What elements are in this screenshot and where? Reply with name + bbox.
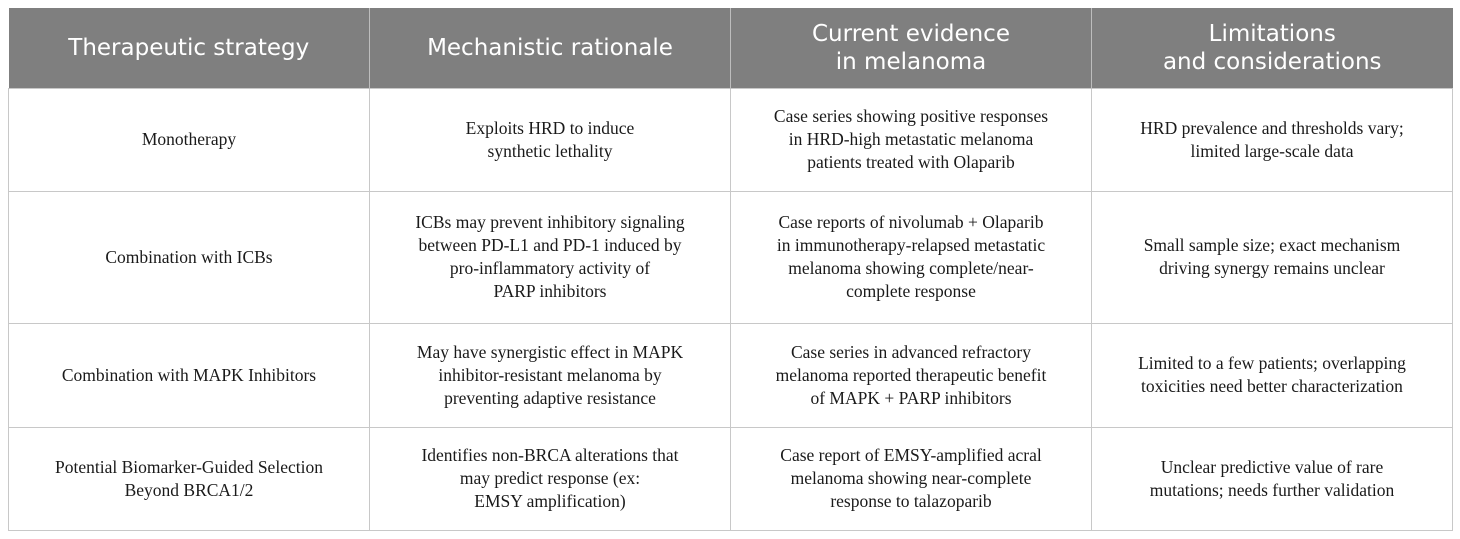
header-line: in melanoma [835, 48, 987, 75]
cell-line: complete response [846, 281, 976, 301]
cell-line: Small sample size; exact mechanism [1143, 235, 1401, 255]
cell-line: pro-inflammatory activity of [449, 258, 651, 278]
cell-strategy [9, 88, 370, 191]
table-row [9, 323, 1453, 427]
cell-rationale [370, 88, 731, 191]
cell-line: synthetic lethality [487, 140, 613, 161]
cell-evidence [731, 323, 1092, 427]
cell-rationale [370, 323, 731, 427]
cell-line: preventing adaptive resistance [444, 387, 656, 408]
cell-line: Combination with ICBs [105, 246, 273, 267]
cell-line: driving synergy remains unclear [1159, 258, 1385, 278]
cell-evidence [731, 88, 1092, 191]
cell-line: between PD-L1 and PD-1 induced by [418, 235, 682, 255]
cell-line: Identifies non-BRCA alterations that [421, 445, 679, 465]
cell-line: EMSY amplification) [474, 491, 626, 511]
cell-line: response to talazoparib [830, 491, 992, 511]
cell-line: Unclear predictive value of rare [1160, 456, 1384, 477]
cell-line: Case report of EMSY-amplified acral [780, 445, 1042, 465]
cell-line: Combination with MAPK Inhibitors [61, 364, 317, 385]
cell-evidence [731, 191, 1092, 323]
cell-line: melanoma showing near-complete [790, 468, 1032, 488]
cell-limitations [1092, 427, 1453, 530]
table-row [9, 88, 1453, 191]
header-line: Current evidence [812, 20, 1010, 47]
header-limitations [1092, 8, 1453, 88]
header-line: Limitations [1208, 20, 1336, 47]
cell-line: toxicities need better characterization [1141, 376, 1403, 396]
cell-line: melanoma showing complete/near- [788, 258, 1034, 278]
cell-line: mutations; needs further validation [1149, 479, 1395, 500]
cell-line: May have synergistic effect in MAPK [416, 341, 684, 362]
cell-line: PARP inhibitors [493, 281, 607, 301]
cell-evidence [731, 427, 1092, 530]
header-current-evidence [731, 8, 1092, 88]
cell-line: Potential Biomarker-Guided Selection [55, 456, 323, 477]
cell-line: inhibitor-resistant melanoma by [438, 364, 662, 385]
cell-strategy [9, 191, 370, 323]
table-header-row [9, 8, 1453, 88]
cell-rationale [370, 191, 731, 323]
cell-line: limited large-scale data [1190, 140, 1354, 161]
cell-line: Case series in advanced refractory [790, 341, 1032, 362]
cell-rationale [370, 427, 731, 530]
header-line: and considerations [1162, 48, 1382, 75]
cell-line: in immunotherapy-relapsed metastatic [776, 235, 1046, 255]
cell-line: patients treated with Olaparib [807, 152, 1015, 172]
cell-limitations [1092, 323, 1453, 427]
cell-limitations [1092, 191, 1453, 323]
cell-limitations [1092, 88, 1453, 191]
table-row [9, 191, 1453, 323]
cell-line: Case reports of nivolumab + Olaparib [778, 212, 1044, 232]
cell-line: of MAPK + PARP inhibitors [810, 387, 1012, 408]
cell-line: Monotherapy [141, 129, 237, 149]
cell-line: Case series showing positive responses [773, 106, 1049, 126]
cell-line: Limited to a few patients; overlapping [1138, 353, 1406, 373]
cell-line: HRD prevalence and thresholds vary; [1140, 117, 1404, 138]
cell-line: in HRD-high metastatic melanoma [788, 129, 1034, 149]
cell-line: ICBs may prevent inhibitory signaling [415, 212, 685, 232]
therapeutic-strategies-table [8, 8, 1453, 531]
header-line: Mechanistic rationale [427, 34, 673, 61]
therapy-table-container [8, 8, 1452, 531]
cell-line: Beyond BRCA1/2 [124, 479, 254, 500]
cell-strategy [9, 427, 370, 530]
table-row [9, 427, 1453, 530]
cell-line: melanoma reported therapeutic benefit [775, 364, 1047, 385]
header-mechanistic-rationale [370, 8, 731, 88]
header-therapeutic-strategy [9, 8, 370, 88]
header-line: Therapeutic strategy [68, 34, 310, 61]
cell-line: Exploits HRD to induce [465, 117, 635, 138]
cell-strategy [9, 323, 370, 427]
cell-line: may predict response (ex: [459, 468, 641, 488]
